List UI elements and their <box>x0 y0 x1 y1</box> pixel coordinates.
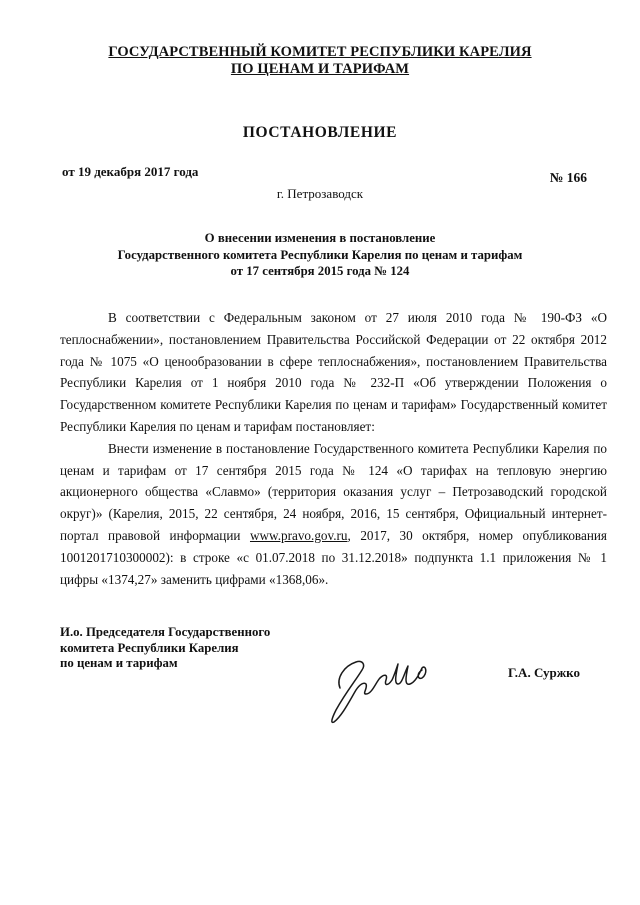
subject-line-3: от 17 сентября 2015 года № 124 <box>230 264 410 278</box>
handwritten-signature <box>322 628 442 728</box>
body-paragraph-2 <box>60 438 607 591</box>
pravo-gov-link[interactable]: www.pravo.gov.ru <box>249 527 348 543</box>
subject-line-2: Государственного комитета Республики Карелия по ценам и тарифам <box>117 247 523 262</box>
document-body <box>60 307 607 590</box>
document-city: г. Петрозаводск <box>276 186 364 201</box>
signer-title-line-1: И.о. Председателя Государственного <box>60 625 271 639</box>
document-subject <box>0 230 640 280</box>
org-name-line-1: ГОСУДАРСТВЕННЫЙ КОМИТЕТ РЕСПУБЛИКИ КАРЕЛИЯ <box>108 44 532 60</box>
document-date: от 19 декабря 2017 года <box>62 164 199 179</box>
body-paragraph-2-end: , 2017, 30 октября, номер опубликования 1001201710300002): в строке «с 01.07.2018 по 31.12.2018» подпункта 1.1 приложения № 1 цифры «1374,27» заменить цифрами «1368,06». <box>60 527 607 587</box>
signer-title-line-2: комитета Республики Карелия <box>60 640 239 655</box>
organization-header <box>0 44 640 78</box>
subject-line-1: О внесении изменения в постановление <box>204 231 436 245</box>
org-name-line-2: ПО ЦЕНАМ И ТАРИФАМ <box>230 61 410 77</box>
signer-name: Г.А. Суржко <box>508 665 580 680</box>
body-paragraph-2-start: Внести изменение в постановление Государственного комитета Республики Карелия по ценам и тарифам от 17 сентября 2015 года № 124 «О тарифах на тепловую энергию акционерного общества «Славмо» (территория оказания услуг – Петрозаводский городской округ)» (Карелия, 2015, 22 сентября, 24 ноября, 2016, 15 сентября, Официальный интернет-портал правовой информации <box>60 440 607 543</box>
document-title: ПОСТАНОВЛЕНИЕ <box>242 124 398 141</box>
signer-title-line-3: по ценам и тарифам <box>60 656 178 671</box>
signer-title <box>60 625 270 672</box>
document-number: № 166 <box>549 170 587 185</box>
body-paragraph-1: В соответствии с Федеральным законом от 27 июля 2010 года № 190-ФЗ «О теплоснабжении», постановлением Правительства Российской Федерации от 22 октября 2012 года № 1075 «О ценообразовании в сфере теплоснабжения», постановлением Правительства Республики Карелия от 1 ноября 2010 года № 232-П «Об утверждении Положения о Государственном комитете Республики Карелия по ценам и тарифам» Государственный комитет Республики Карелия по ценам и тарифам постановляет: <box>60 310 607 434</box>
